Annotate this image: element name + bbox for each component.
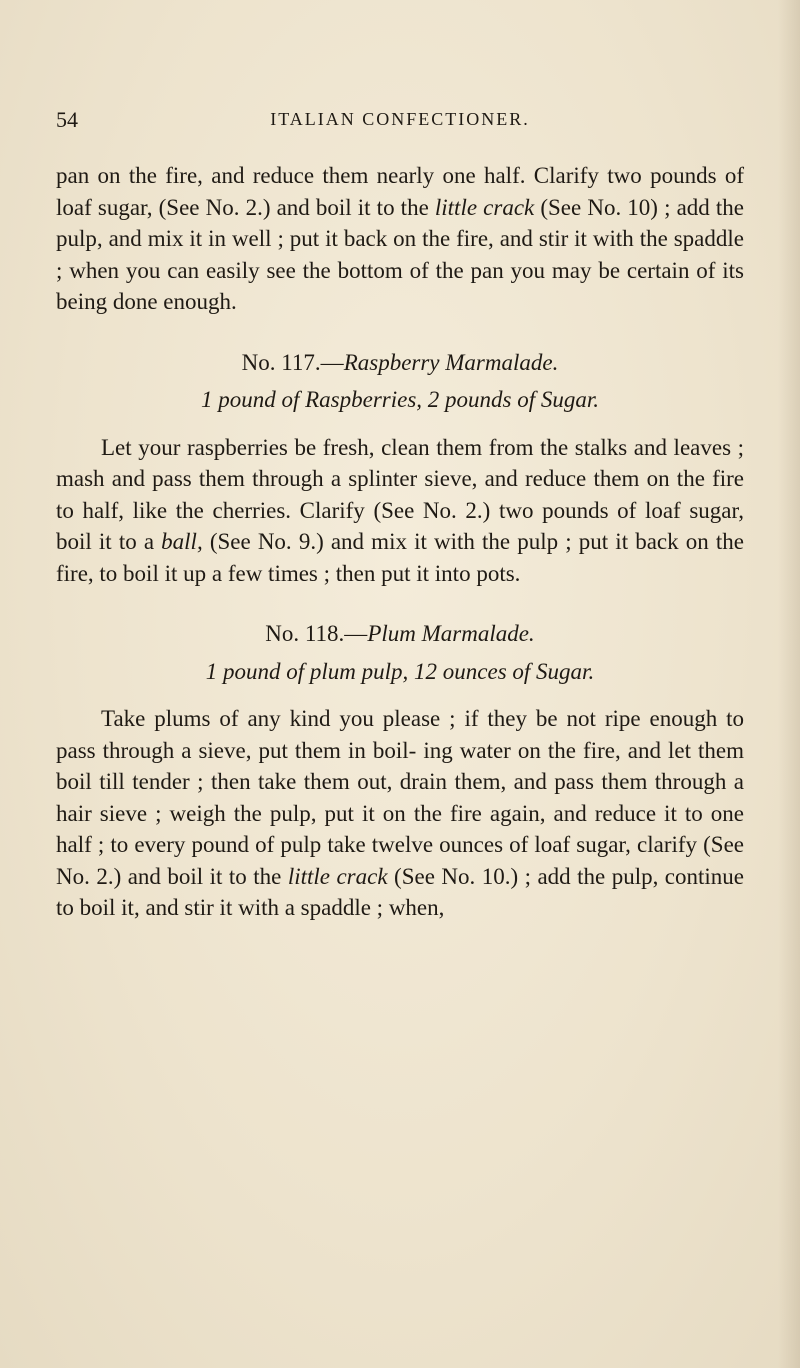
page-header: [0, 107, 800, 137]
recipe-ingredients-118: 1 pound of plum pulp, 12 ounces of Sugar.: [205, 658, 595, 684]
body-text: [56, 160, 744, 924]
running-head: ITALIAN CONFECTIONER.: [270, 109, 530, 129]
recipe-paragraph-118: Take plums of any kind you please ; if they be not ripe enough to pass through a sieve, put them in boil- ing water on the fire, and let them boil till tender ; then take them out, drain them, and pass them through a hair sieve ; weigh the pulp, put it on the fire again, and reduce it to one half ; to every pound of pulp take twelve ounces of loaf sugar, clarify (See No. 2.) and boil it to the little crack (See No. 10.) ; add the pulp, continue to boil it, and stir it with a spaddle ; when,: [56, 706, 745, 920]
recipe-number: No. 117.—: [241, 349, 344, 375]
recipe-heading-117: [56, 347, 744, 379]
recipe-paragraph-117: Let your raspberries be fresh, clean them from the stalks and leaves ; mash and pass them through a splinter sieve, and reduce them on the fire to half, like the cherries. Clarify (See No. 2.) two pounds of loaf sugar, boil it to a ball, (See No. 9.) and mix it with the pulp ; put it back on the fire, to boil it up a few times ; then put it into pots.: [56, 434, 744, 586]
page-number: 54: [56, 107, 78, 132]
recipe-number: No. 118.—: [265, 621, 368, 646]
recipe-heading-118: [56, 618, 744, 650]
page-edge-shadow: [778, 0, 800, 1368]
recipe-title: Plum Marmalade.: [367, 621, 535, 646]
continuation-paragraph: pan on the fire, and reduce them nearly one half. Clarify two pounds of loaf sugar, (See No. 2.) and boil it to the little crack (See No. 10) ; add the pulp, and mix it in well ; put it back on the fire, and stir it with the spaddle ; when you can easily see the bottom of the pan you may be certain of its being done enough.: [56, 163, 744, 314]
recipe-title: Raspberry Marmalade.: [343, 349, 559, 375]
recipe-ingredients-117: 1 pound of Raspberries, 2 pounds of Sugar.: [200, 387, 600, 412]
